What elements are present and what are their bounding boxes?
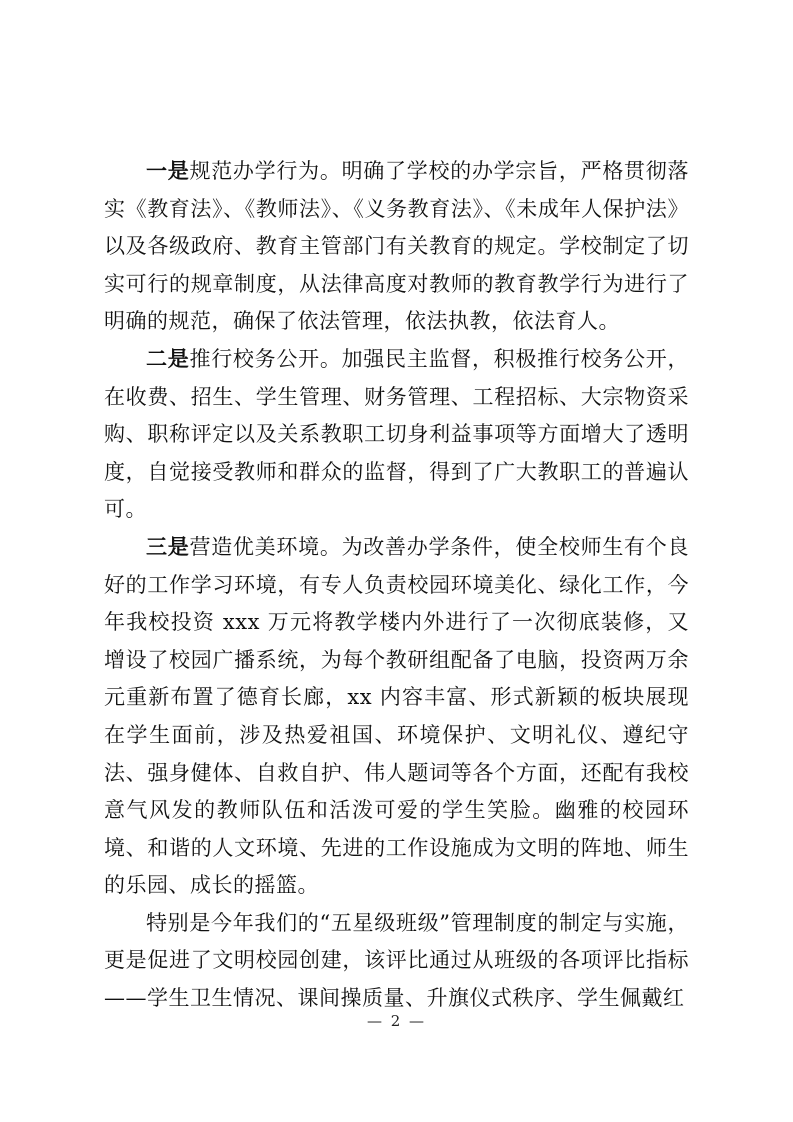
document-body xyxy=(104,153,689,1018)
paragraph-lead: 一是 xyxy=(146,159,190,183)
paragraph-lead: 三是 xyxy=(146,534,190,559)
page-number: — 2 — xyxy=(366,1012,427,1030)
paragraph-text: 推行校务公开。加强民主监督，积极推行校务公开，在收费、招生、学生管理、财务管理、工程招标、大宗物资采购、职称评定以及关系教职工切身利益事项等方面增大了透明度，自觉接受教师和群众的监督，得到了广大教职工的普遍认可。 xyxy=(104,346,690,522)
paragraph-standardize-conduct xyxy=(104,153,689,341)
paragraph-text: 营造优美环境。为改善办学条件，使全校师生有个良好的工作学习环境，有专人负责校园环境美化、绿化工作，今年我校投资 xxx 万元将教学楼内外进行了一次彻底装修，又增设了校园广播系统，为每个教研组配备了电脑，投资两万余元重新布置了德育长廊，xx 内容丰富、形式新颖的板块展现在学生面前，涉及热爱祖国、环境保护、文明礼仪、遵纪守法、强身健体、自救自护、伟人题词等各个方面，还配有我校意气风发的教师队伍和活泼可爱的学生笑脸。幽雅的校园环境、和谐的人文环境、先进的工作设施成为文明的阵地、师生的乐园、成长的摇篮。 xyxy=(104,534,690,898)
paragraph-lead: 二是 xyxy=(146,346,190,371)
paragraph-text: 特别是今年我们的“五星级班级”管理制度的制定与实施，更是促进了文明校园创建，该评比通过从班级的各项评比指标——学生卫生情况、课间操质量、升旗仪式秩序、学生佩戴红 xyxy=(104,910,689,1011)
paragraph-text: 规范办学行为。明确了学校的办学宗旨，严格贯彻落实《教育法》、《教师法》、《义务教育法》、《未成年人保护法》以及各级政府、教育主管部门有关教育的规定。学校制定了切实可行的规章制度，从法律高度对教师的教育教学行为进行了明确的规范，确保了依法管理，依法执教，依法育人。 xyxy=(104,159,690,334)
paragraph-school-affairs-openness xyxy=(104,341,689,529)
paragraph-five-star-class xyxy=(104,905,689,1018)
paragraph-campus-environment xyxy=(104,529,689,905)
